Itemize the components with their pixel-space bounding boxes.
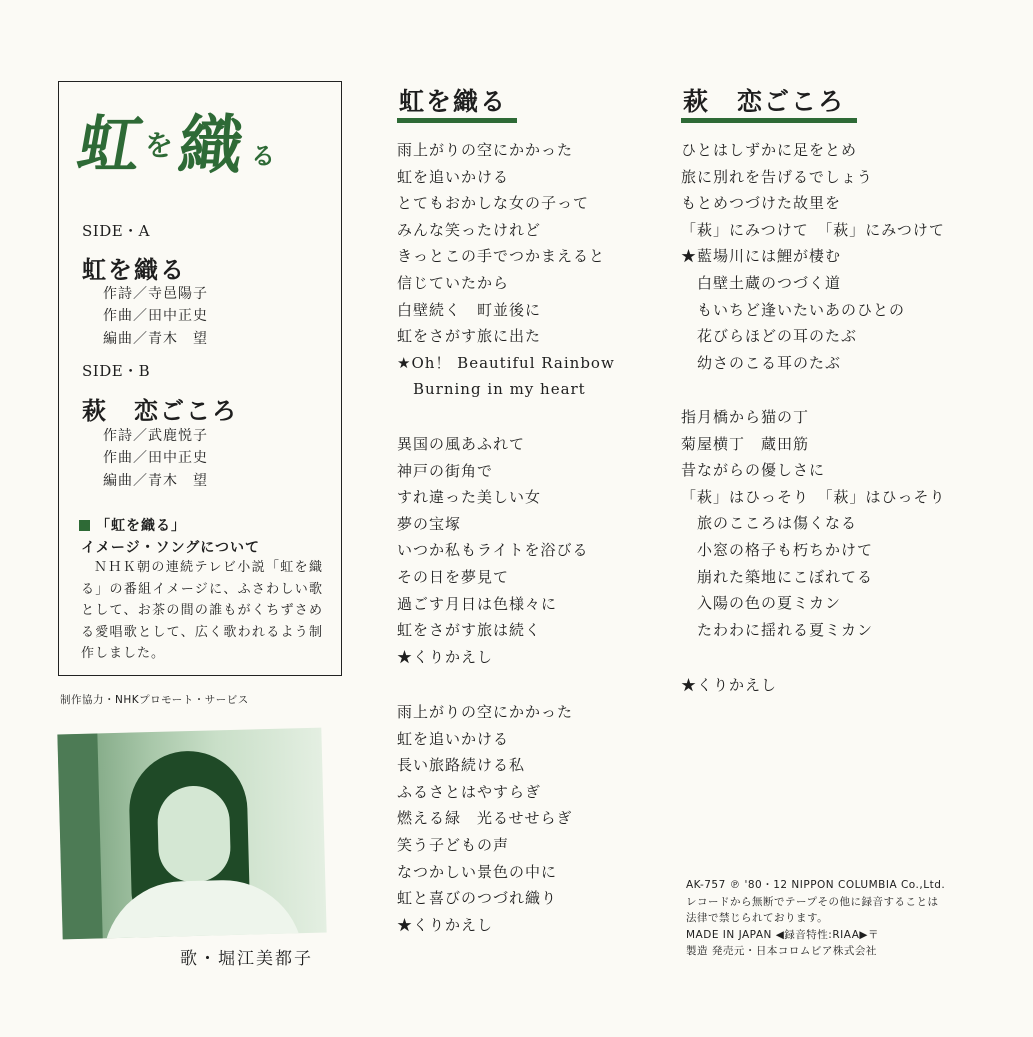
- lyric-line: たわわに揺れる夏ミカン: [697, 620, 874, 639]
- lyric-line: ★くりかえし: [397, 647, 494, 666]
- made-in-line: MADE IN JAPAN ◀録音特性:RIAA▶〒: [686, 928, 879, 941]
- lyric-line: 過ごす月日は色様々に: [397, 594, 558, 613]
- lyric-line: みんな笑ったけれど: [397, 220, 542, 239]
- singer-photo: [57, 728, 326, 940]
- lyric-line: いつか私もライトを浴びる: [397, 541, 589, 560]
- lyric-line: 雨上がりの空にかかった: [397, 141, 574, 159]
- lyric-line: ふるさとはやすらぎ: [397, 782, 542, 801]
- lyric-line: 虹をさがす旅は続く: [397, 621, 542, 640]
- lyric-line: 信じていたから: [397, 273, 510, 292]
- copyright-notice: レコードから無断でテープその他に録音することは: [686, 895, 939, 908]
- lyric-line: 「萩」はひっそり 「萩」はひっそり: [681, 487, 946, 506]
- lyric-line: 虹を追いかける: [397, 729, 510, 748]
- song1-verse2: [397, 431, 589, 670]
- note-subtitle: イメージ・ソングについて: [81, 540, 261, 556]
- song1-title: 虹を織る: [399, 87, 508, 116]
- side-a-title: 虹を織る: [82, 255, 186, 284]
- logo-char: る: [251, 142, 275, 170]
- lyric-line: 燃える緑 光るせせらぎ: [397, 809, 573, 828]
- lyric-line: 虹をさがす旅に出た: [397, 327, 542, 346]
- side-b-lyricist: 作詩／武鹿悦子: [103, 428, 208, 444]
- lyric-line: Burning in my heart: [413, 380, 586, 399]
- lyric-line: 雨上がりの空にかかった: [397, 703, 574, 721]
- lyric-line: 笑う子どもの声: [397, 835, 510, 854]
- side-a-composer: 作曲／田中正史: [103, 308, 208, 324]
- lyric-line: 指月橋から猫の丁: [681, 408, 810, 426]
- singer-name: 歌・堀江美都子: [180, 949, 313, 969]
- song2-verse2: [681, 404, 946, 643]
- lyric-line: 昔ながらの優しさに: [681, 461, 826, 480]
- side-b-label: SIDE・B: [82, 362, 151, 380]
- lyric-line: 花びらほどの耳のたぶ: [697, 327, 858, 346]
- lyric-line: 夢の宝塚: [397, 514, 462, 533]
- lyric-line: 白壁続く 町並後に: [397, 300, 542, 319]
- info-box: [58, 81, 342, 676]
- lyric-line: 神戸の街角で: [397, 461, 494, 480]
- lyric-line: 「萩」にみつけて 「萩」にみつけて: [681, 220, 945, 239]
- lyric-line: 長い旅路続ける私: [397, 756, 526, 775]
- label-footer: [686, 877, 945, 960]
- side-a-lyricist: 作詩／寺邑陽子: [103, 286, 208, 302]
- song2-verse1: [681, 137, 945, 376]
- lyric-line: 幼さのこる耳のたぶ: [697, 353, 842, 372]
- lyric-line: その日を夢見て: [397, 567, 510, 586]
- lyric-line: 虹を追いかける: [397, 167, 510, 186]
- square-bullet-icon: [79, 520, 90, 531]
- lyric-line: 小窓の格子も朽ちかけて: [697, 540, 874, 559]
- song2-underline: [681, 118, 857, 123]
- production-credit: 制作協力・NHKプロモート・サービス: [60, 694, 249, 706]
- song1-verse1: [397, 137, 615, 403]
- lyric-line: もいちど逢いたいあのひとの: [697, 300, 906, 319]
- side-b-arranger: 編曲／青木 望: [103, 473, 208, 489]
- song2-title: 萩 恋ごころ: [683, 87, 846, 116]
- lyric-line: 入陽の色の夏ミカン: [697, 594, 842, 613]
- catalog-line: AK-757 ℗ '80・12 NIPPON COLUMBIA Co.,Ltd.: [686, 879, 946, 891]
- logo-char: を: [145, 129, 174, 162]
- lyric-line: ★藍場川には鯉が棲む: [681, 247, 842, 266]
- lyric-line: 旅に別れを告げるでしょう: [681, 167, 873, 186]
- manufacturer-line: 製造 発売元・日本コロムビア株式会社: [686, 945, 877, 957]
- side-a-arranger: 編曲／青木 望: [103, 331, 208, 347]
- lyric-line: きっとこの手でつかまえると: [397, 247, 606, 266]
- lyric-line: なつかしい景色の中に: [397, 862, 558, 881]
- lyric-line: ひとはしずかに足をとめ: [681, 141, 858, 159]
- lyric-line: 旅のこころは傷くなる: [697, 514, 858, 533]
- logo-char: 虹: [72, 108, 148, 181]
- lyric-line: すれ違った美しい女: [397, 488, 542, 507]
- side-b-title: 萩 恋ごころ: [82, 396, 238, 425]
- lyric-line: ★くりかえし: [681, 676, 778, 694]
- lyric-line: 虹と喜びのつづれ織り: [397, 889, 558, 908]
- note-body: ＮＨＫ朝の連続テレビ小説「虹を織る」の番組イメージに、ふさわしい歌として、お茶の間の誰もがくちずさめる愛唱歌として、広く歌われるよう制作しました。: [81, 560, 323, 661]
- note-title: 「虹を織る」: [79, 515, 186, 535]
- lyric-line: 崩れた築地にこぼれてる: [697, 567, 874, 586]
- logo-char: 織: [175, 109, 247, 183]
- lyric-line: もとめつづけた故里を: [681, 194, 842, 213]
- side-a-label: SIDE・A: [82, 222, 151, 240]
- song1-underline: [397, 118, 517, 123]
- lyric-line: ★Oh！ Beautiful Rainbow: [397, 353, 615, 372]
- lyric-line: 菊屋横丁 蔵田筋: [681, 434, 810, 453]
- title-logo: [72, 108, 329, 192]
- lyric-line: 異国の風あふれて: [397, 435, 526, 453]
- song1-verse3: [397, 699, 573, 938]
- side-b-composer: 作曲／田中正史: [103, 450, 208, 466]
- lyric-line: とてもおかしな女の子って: [397, 194, 590, 213]
- lyric-line: ★くりかえし: [397, 915, 494, 934]
- song2-verse3: [681, 672, 777, 699]
- copyright-notice-2: 法律で禁じられております。: [686, 912, 829, 924]
- lyric-line: 白壁土蔵のつづく道: [697, 273, 842, 292]
